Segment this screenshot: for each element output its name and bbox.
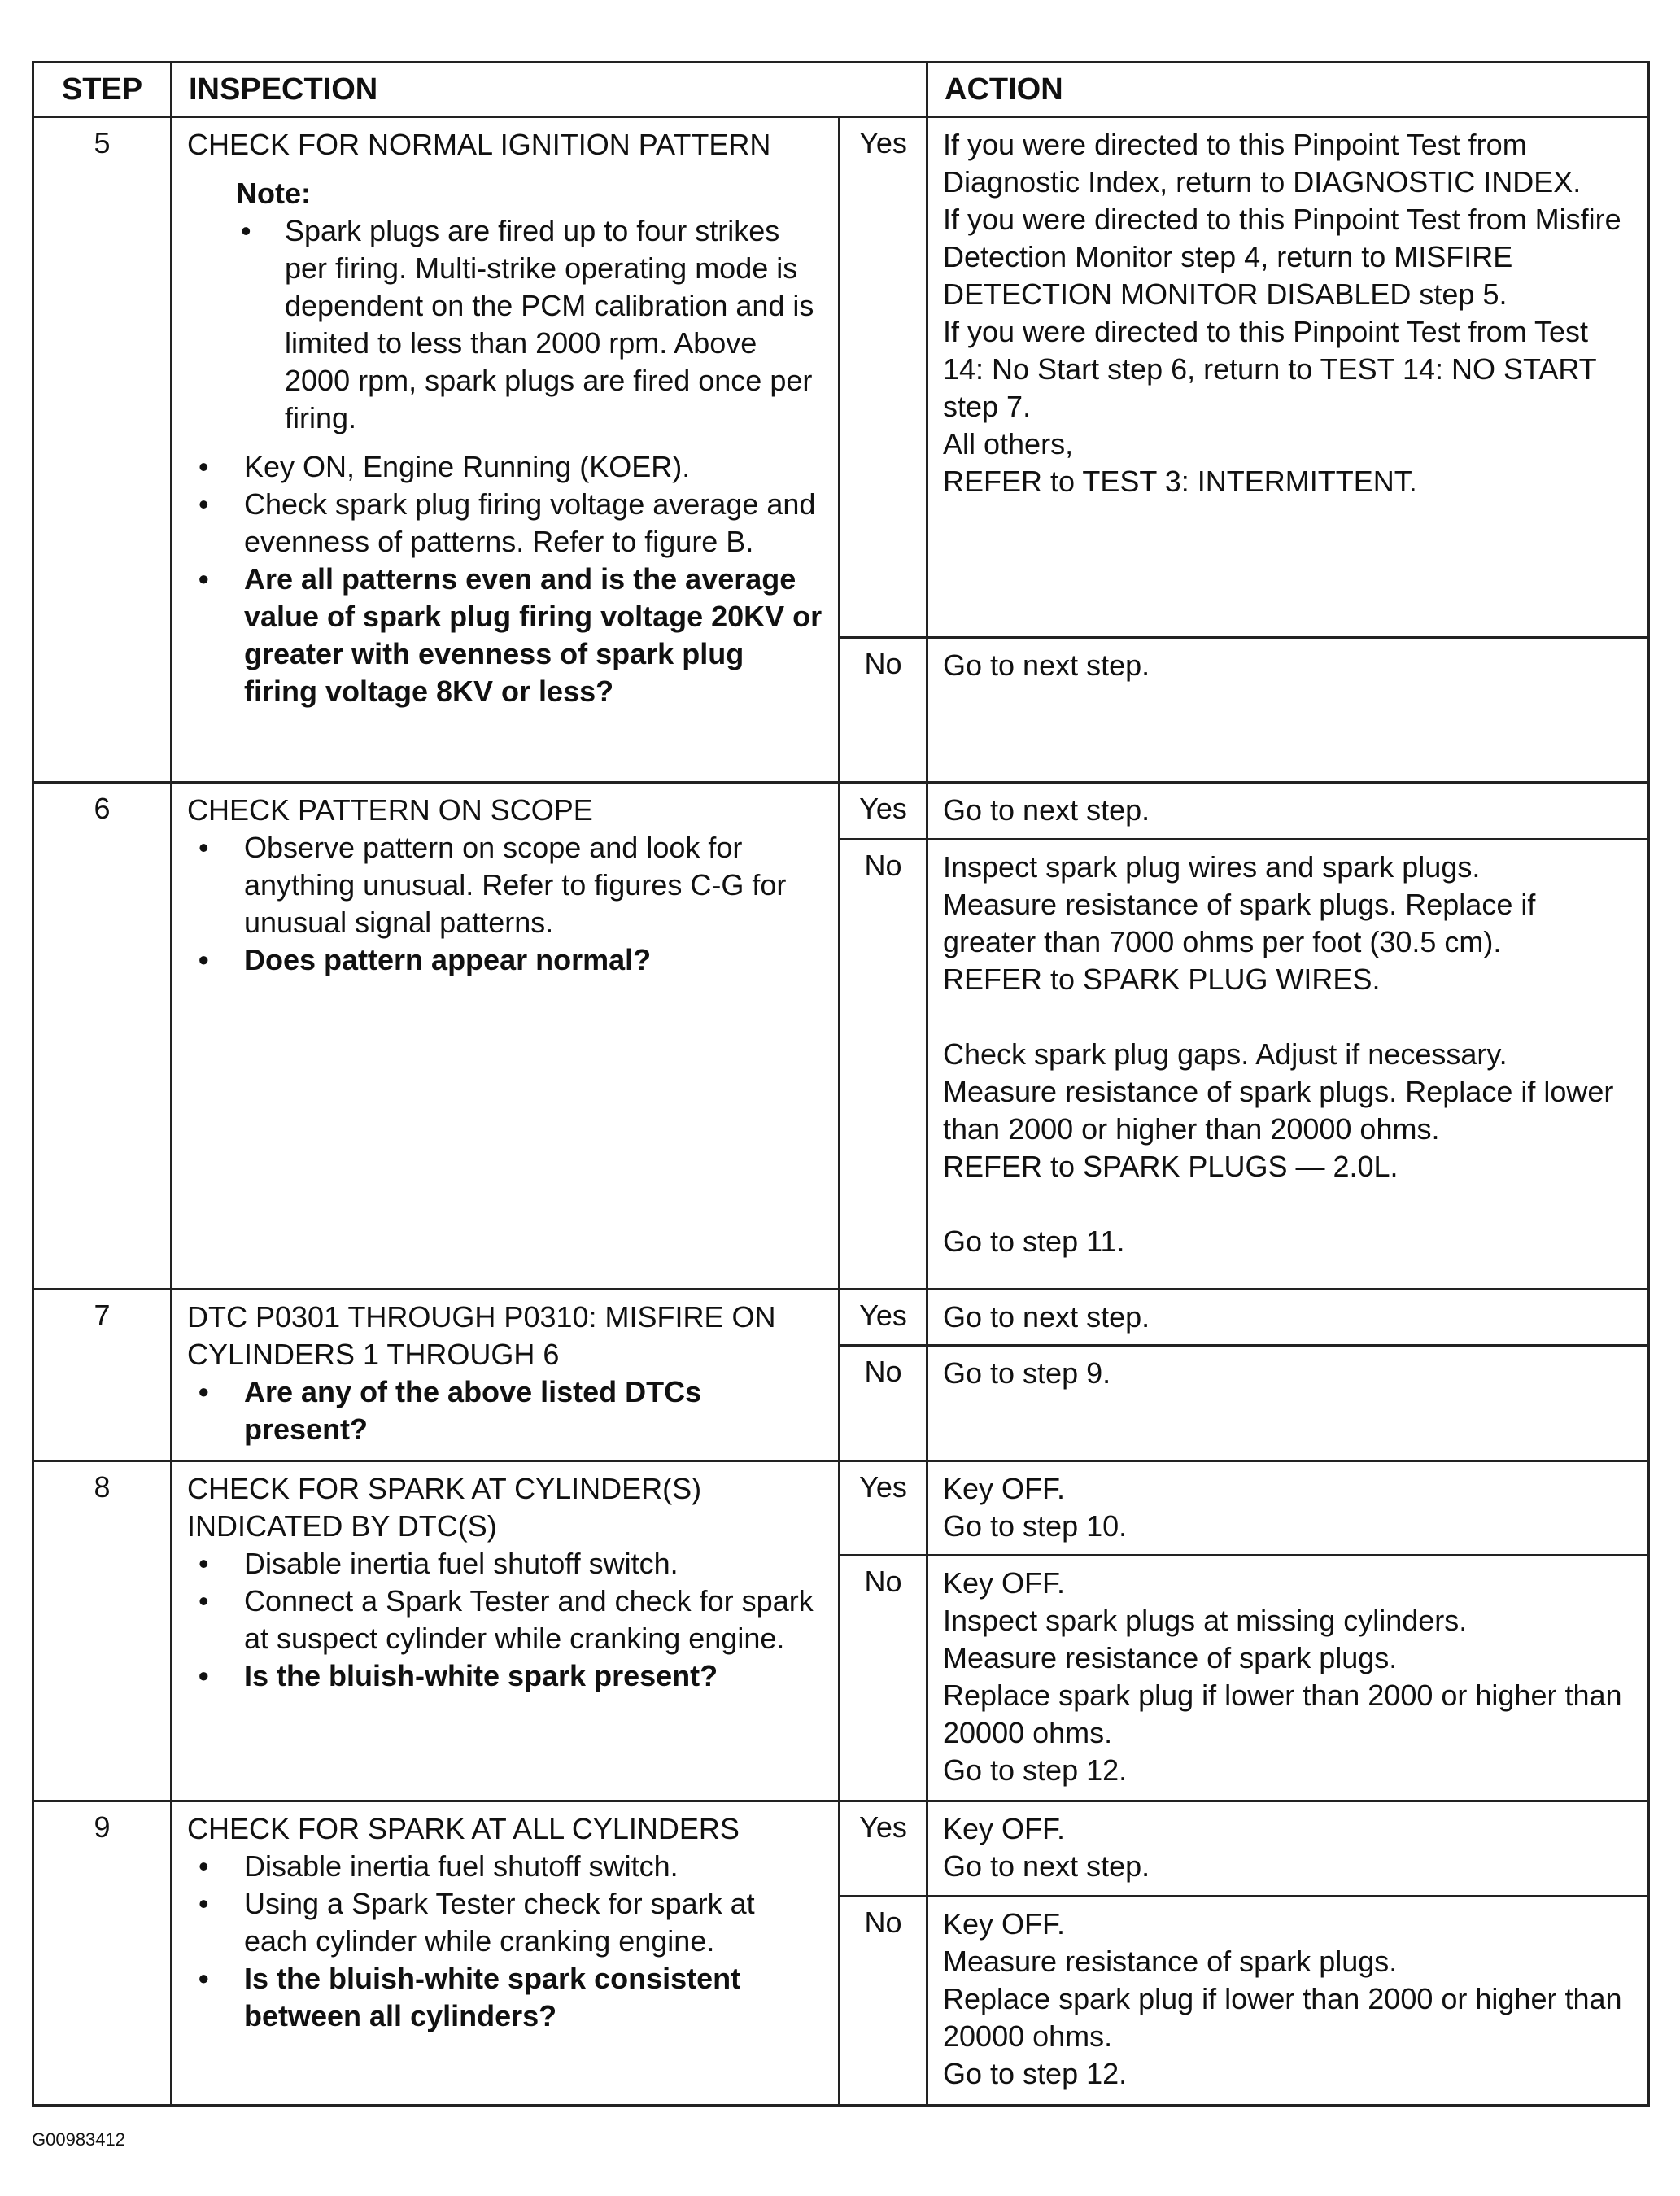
inspection-question: • Is the bluish-white spark present? <box>187 1657 825 1695</box>
inspection-bullets <box>187 1848 825 2035</box>
inspection-bullet: • Disable inertia fuel shutoff switch. <box>187 1848 825 1885</box>
action-line: REFER to TEST 3: INTERMITTENT. <box>943 465 1417 498</box>
inspection-bullet: • Connect a Spark Tester and check for spark at suspect cylinder while cranking engine. <box>187 1583 825 1657</box>
action-line: If you were directed to this Pinpoint Test from Test 14: No Start step 6, return to TEST 14: NO START step 7. <box>943 315 1597 423</box>
note-block <box>187 175 825 437</box>
inspection-bullet: • Disable inertia fuel shutoff switch. <box>187 1545 825 1583</box>
yes-label: Yes <box>840 1289 927 1346</box>
no-label: No <box>840 840 927 1290</box>
step-number: 9 <box>33 1801 172 2106</box>
action-line: Measure resistance of spark plugs. Replace if lower than 2000 or higher than 20000 ohms. <box>943 1075 1614 1146</box>
action-line: Key OFF. <box>943 1566 1066 1600</box>
inspection-cell <box>172 783 840 1289</box>
no-action <box>927 1897 1649 2106</box>
inspection-title: CHECK FOR NORMAL IGNITION PATTERN <box>187 128 771 161</box>
action-line: Go to step 12. <box>943 1753 1128 1788</box>
action-line: Key OFF. <box>943 1907 1066 1941</box>
action-line: Go to next step. <box>943 648 1150 682</box>
table-row <box>33 783 1649 840</box>
step-number: 5 <box>33 117 172 783</box>
figure-code: G00983412 <box>32 2129 125 2150</box>
action-line: Go to step 9. <box>943 1356 1111 1391</box>
table-row <box>33 1460 1649 1555</box>
yes-action <box>927 117 1649 638</box>
header-inspection: INSPECTION <box>172 63 927 117</box>
inspection-cell <box>172 1801 840 2106</box>
yes-label: Yes <box>840 783 927 840</box>
action-line: REFER to SPARK PLUG WIRES. <box>943 963 1381 997</box>
yes-label: Yes <box>840 1801 927 1897</box>
header-action: ACTION <box>927 63 1649 117</box>
inspection-question: • Does pattern appear normal? <box>187 941 825 979</box>
table-row <box>33 1289 1649 1346</box>
action-line: Key OFF. <box>943 1812 1066 1846</box>
inspection-cell <box>172 117 840 783</box>
inspection-title: CHECK FOR SPARK AT ALL CYLINDERS <box>187 1812 740 1846</box>
action-line: Go to next step. <box>943 793 1150 827</box>
action-line: All others, <box>943 427 1074 461</box>
no-label: No <box>840 1346 927 1460</box>
inspection-bullets <box>187 829 825 979</box>
table-row <box>33 1801 1649 1897</box>
inspection-question: • Are all patterns even and is the average value of spark plug firing voltage 20KV or greater with evenness of spark plug firing voltage 8KV or less? <box>187 561 825 710</box>
action-line: Inspect spark plugs at missing cylinders. <box>943 1604 1468 1638</box>
action-line: Replace spark plug if lower than 2000 or higher than 20000 ohms. <box>943 1982 1622 2054</box>
yes-action <box>927 1460 1649 1555</box>
action-line: Go to step 11. <box>943 1225 1125 1259</box>
inspection-question: • Is the bluish-white spark consistent between all cylinders? <box>187 1960 825 2035</box>
action-line: Go to step 10. <box>943 1508 1128 1543</box>
action-line: REFER to SPARK PLUGS — 2.0L. <box>943 1150 1399 1184</box>
inspection-bullet: • Check spark plug firing voltage average and evenness of patterns. Refer to figure B. <box>187 486 825 561</box>
action-line: Measure resistance of spark plugs. <box>943 1945 1398 1979</box>
inspection-title: CHECK FOR SPARK AT CYLINDER(S) INDICATED BY DTC(S) <box>187 1471 702 1543</box>
inspection-bullet: • Key ON, Engine Running (KOER). <box>187 448 825 486</box>
no-action <box>927 1346 1649 1460</box>
inspection-bullets <box>187 1545 825 1695</box>
step-number: 8 <box>33 1460 172 1801</box>
action-line: Key OFF. <box>943 1471 1066 1505</box>
yes-action <box>927 783 1649 840</box>
yes-label: Yes <box>840 1460 927 1555</box>
no-label: No <box>840 1897 927 2106</box>
no-label: No <box>840 637 927 783</box>
diagnostic-table <box>32 61 1650 2107</box>
yes-action <box>927 1801 1649 1897</box>
inspection-title: CHECK PATTERN ON SCOPE <box>187 793 593 827</box>
no-label: No <box>840 1556 927 1801</box>
yes-action <box>927 1289 1649 1346</box>
action-line: If you were directed to this Pinpoint Test from Misfire Detection Monitor step 4, return to MISFIRE DETECTION MONITOR DISABLED step 5. <box>943 203 1621 311</box>
note-list <box>187 212 825 437</box>
inspection-title: DTC P0301 THROUGH P0310: MISFIRE ON CYLINDERS 1 THROUGH 6 <box>187 1299 776 1371</box>
action-line: Go to step 12. <box>943 2057 1128 2091</box>
step-number: 6 <box>33 783 172 1289</box>
action-line: Replace spark plug if lower than 2000 or higher than 20000 ohms. <box>943 1679 1622 1750</box>
inspection-question: • Are any of the above listed DTCs present? <box>187 1373 825 1448</box>
action-line: If you were directed to this Pinpoint Test from Diagnostic Index, return to DIAGNOSTIC INDEX. <box>943 128 1582 199</box>
inspection-bullets <box>187 448 825 710</box>
action-line <box>943 998 1634 1036</box>
inspection-bullet: • Using a Spark Tester check for spark at each cylinder while cranking engine. <box>187 1885 825 1960</box>
step-number: 7 <box>33 1289 172 1460</box>
header-step: STEP <box>33 63 172 117</box>
inspection-cell <box>172 1289 840 1460</box>
note-label: Note: <box>236 177 311 210</box>
action-line: Go to next step. <box>943 1299 1150 1334</box>
no-action <box>927 1556 1649 1801</box>
yes-label: Yes <box>840 117 927 638</box>
inspection-bullets <box>187 1373 825 1448</box>
action-line: Measure resistance of spark plugs. <box>943 1641 1398 1675</box>
action-line <box>943 1185 1634 1223</box>
note-item: • Spark plugs are fired up to four strikes per firing. Multi-strike operating mode is dependent on the PCM calibration and is limited to less than 2000 rpm. Above 2000 rpm, spark plugs are fired once per firing. <box>187 212 825 437</box>
action-line: Check spark plug gaps. Adjust if necessary. <box>943 1037 1508 1072</box>
table-row <box>33 117 1649 638</box>
action-line: Measure resistance of spark plugs. Replace if greater than 7000 ohms per foot (30.5 cm). <box>943 888 1536 959</box>
inspection-bullet: • Observe pattern on scope and look for anything unusual. Refer to figures C-G for unusual signal patterns. <box>187 829 825 941</box>
action-line: Inspect spark plug wires and spark plugs. <box>943 850 1481 884</box>
inspection-cell <box>172 1460 840 1801</box>
no-action <box>927 637 1649 783</box>
no-action <box>927 840 1649 1290</box>
table-header-row <box>33 63 1649 117</box>
action-line: Go to next step. <box>943 1849 1150 1884</box>
